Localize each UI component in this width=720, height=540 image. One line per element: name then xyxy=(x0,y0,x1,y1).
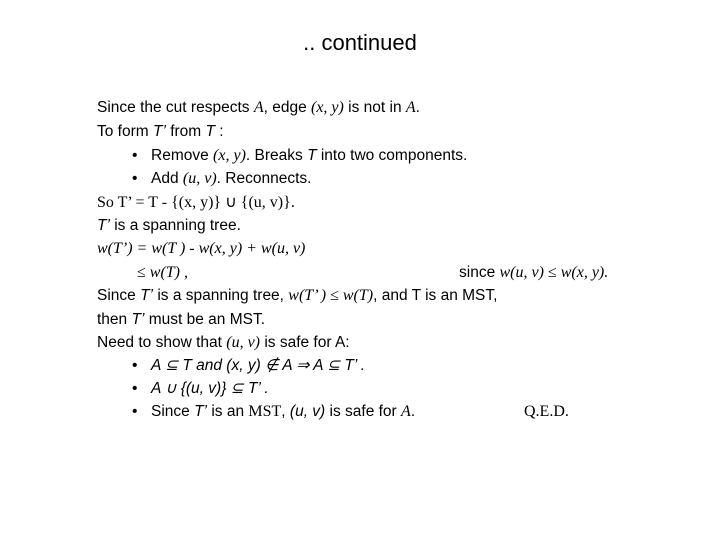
math: T’ xyxy=(152,123,166,140)
text: into two components. xyxy=(316,147,468,164)
math: A xyxy=(405,99,416,116)
text: , and T is an MST, xyxy=(373,287,498,304)
text: Add xyxy=(151,170,183,187)
text: . Breaks xyxy=(245,147,308,164)
math: T xyxy=(307,147,317,164)
text: . xyxy=(415,99,420,116)
bullet-remove xyxy=(132,146,467,166)
math: w(u, v) ≤ w(x, y). xyxy=(499,264,609,281)
math: T’ xyxy=(194,403,208,420)
text: Since xyxy=(97,287,141,304)
math: A ⊆ T and (x, y) ∉ A ⇒ A ⊆ T’ . xyxy=(151,357,366,374)
bullet-subset xyxy=(132,356,365,376)
text: then xyxy=(97,311,132,328)
math: T’ xyxy=(97,217,110,234)
slide-title: .. continued xyxy=(303,30,417,55)
math: (u, v) xyxy=(182,170,217,187)
math: (x, y) xyxy=(213,147,246,164)
bullet-icon: • xyxy=(132,147,138,164)
math: ≤ w(T) , xyxy=(137,264,189,281)
qed-label: Q.E.D. xyxy=(524,403,569,420)
math: T’ xyxy=(140,287,154,304)
bullet-union xyxy=(132,379,269,399)
line-weight-eq: w(T’) = w(T ) - w(x, y) + w(u, v) xyxy=(97,240,306,257)
line-need-show xyxy=(97,333,350,353)
text: Since xyxy=(151,403,195,420)
line-weight-le xyxy=(137,263,617,283)
bullet-icon: • xyxy=(132,403,138,420)
math: w(T’ ) ≤ w(T) xyxy=(288,287,374,304)
text: Remove xyxy=(151,147,214,164)
text: Need to show that xyxy=(97,334,227,351)
bullet-icon: • xyxy=(132,357,138,374)
line-to-form xyxy=(97,122,224,142)
text: , xyxy=(281,403,290,420)
math: T xyxy=(205,123,215,140)
line-since-spanning xyxy=(97,286,497,306)
text: MST xyxy=(248,403,282,420)
math: (u, v) xyxy=(226,334,261,351)
text: . Reconnects. xyxy=(216,170,312,187)
math: (u, v) xyxy=(289,403,326,420)
bullet-since-mst xyxy=(132,402,415,422)
since-clause xyxy=(459,263,608,283)
line-so-t-prime: So T’ = T - {(x, y)} ∪ {(u, v)}. xyxy=(97,194,295,211)
text: is safe for A: xyxy=(260,334,350,351)
bullet-icon: • xyxy=(132,380,138,397)
bullet-add xyxy=(132,169,311,189)
text: . xyxy=(410,403,416,420)
text: is a spanning tree, xyxy=(153,287,289,304)
text: , edge xyxy=(263,99,311,116)
math: A xyxy=(401,403,411,420)
line-spanning-tree xyxy=(97,216,241,236)
text: from xyxy=(165,123,206,140)
text: is a spanning tree. xyxy=(109,217,241,234)
text: Since the cut respects xyxy=(97,99,254,116)
text: is safe for xyxy=(325,403,402,420)
line-cut-respects xyxy=(97,98,420,118)
line-then-mst xyxy=(97,310,265,330)
text: is an xyxy=(207,403,249,420)
text: : xyxy=(215,123,224,140)
math: (x, y) xyxy=(311,99,344,116)
text: To form xyxy=(97,123,153,140)
math: A ∪ {(u, v)} ⊆ T’ . xyxy=(151,380,269,397)
bullet-icon: • xyxy=(132,170,138,187)
math: A xyxy=(253,99,264,116)
text: since xyxy=(459,264,500,281)
math: T’ xyxy=(131,311,145,328)
text: is not in xyxy=(343,99,406,116)
text: must be an MST. xyxy=(144,311,266,328)
